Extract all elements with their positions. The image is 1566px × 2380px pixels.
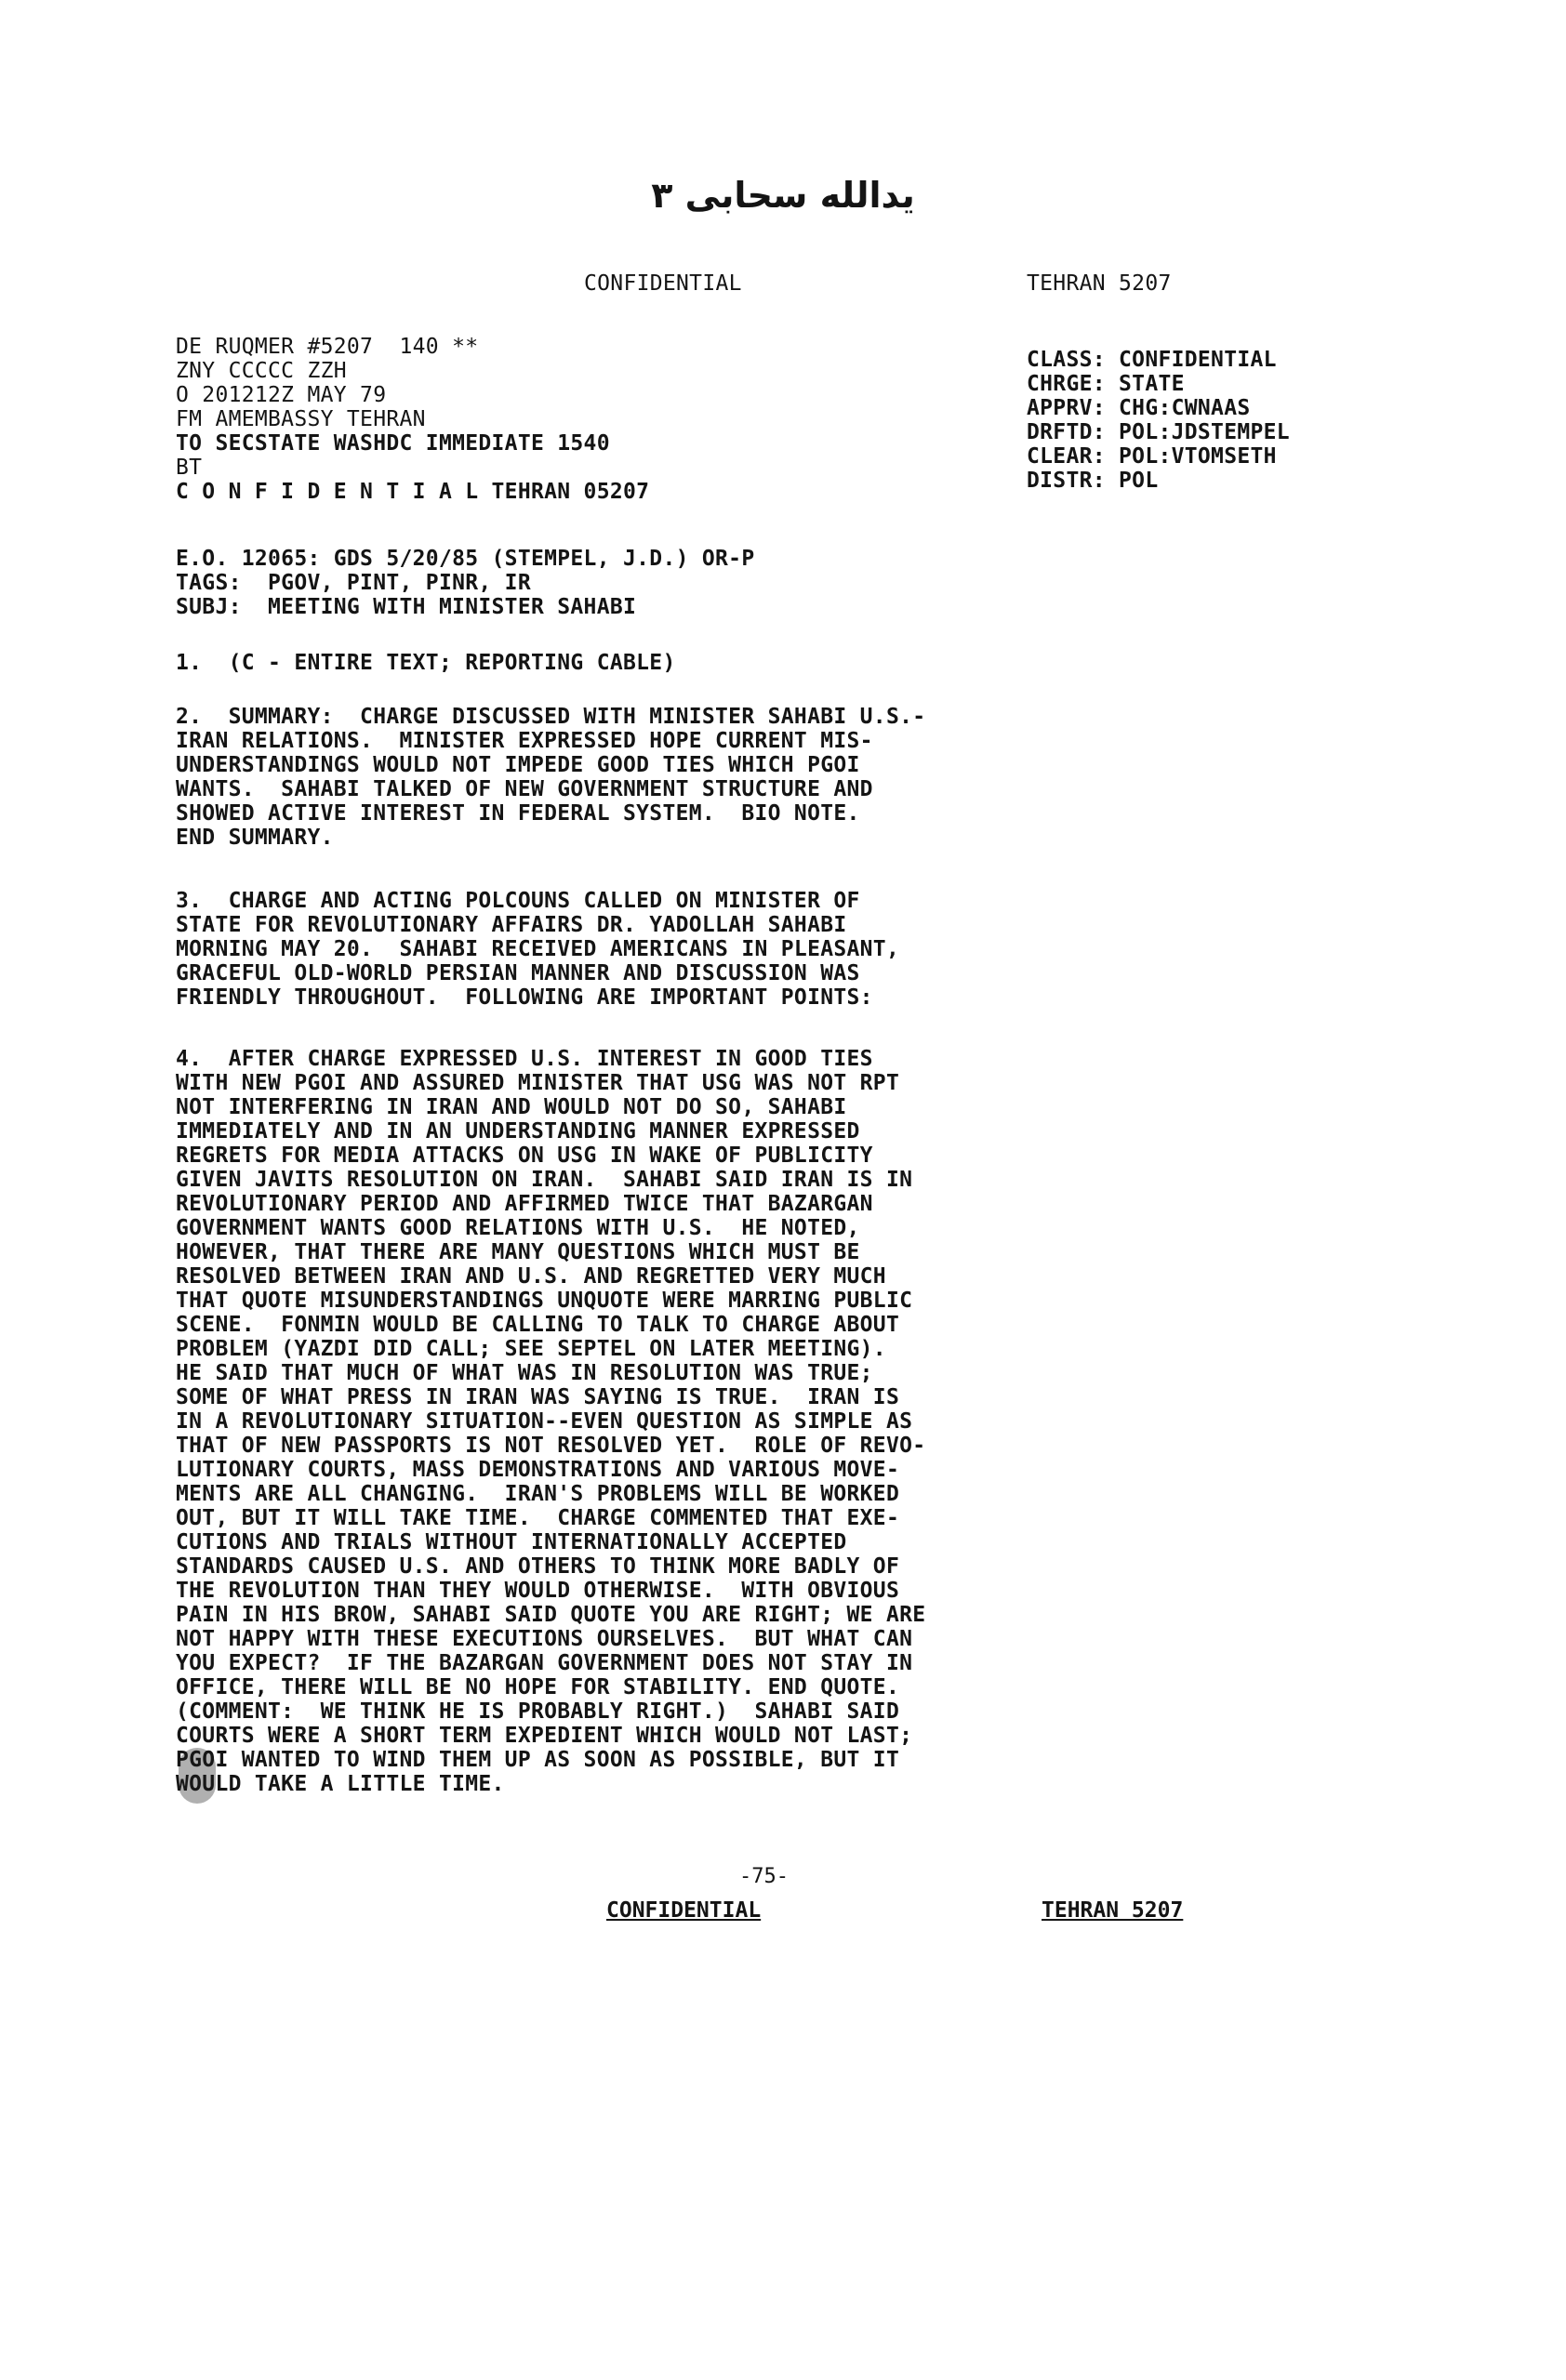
eo-line: E.O. 12065: GDS 5/20/85 (STEMPEL, J.D.) OR-P bbox=[176, 547, 755, 571]
distribution-field: DISTR: POL bbox=[1027, 469, 1159, 493]
routing-line: ZNY CCCCC ZZH bbox=[176, 359, 347, 383]
routing-line: O 201212Z MAY 79 bbox=[176, 383, 387, 407]
routing-line: TO SECSTATE WASHDC IMMEDIATE 1540 bbox=[176, 431, 610, 456]
approved-field: APPRV: CHG:CWNAAS bbox=[1027, 396, 1251, 420]
footer-classification: CONFIDENTIAL bbox=[606, 1898, 762, 1923]
footer-cable-ref: TEHRAN 5207 bbox=[1042, 1898, 1184, 1923]
paragraph-4: 4. AFTER CHARGE EXPRESSED U.S. INTEREST IN GOOD TIES WITH NEW PGOI AND ASSURED MINISTER THAT USG WAS NOT RPT NOT INTERFERING IN IRAN AND WOULD NOT DO SO, SAHABI IMMEDIATELY AND IN AN UNDERSTANDING MANNER EXPRESSED REGRETS FOR MEDIA ATTACKS ON USG IN WAKE OF PUBLICITY GIVEN JAVITS RESOLUTION ON IRAN. SAHABI SAID IRAN IS IN REVOLUTIONARY PERIOD AND AFFIRMED TWICE THAT BAZARGAN GOVERNMENT WANTS GOOD RELATIONS WITH U.S. HE NOTED, HOWEVER, THAT THERE ARE MANY QUESTIONS WHICH MUST BE RESOLVED BETWEEN IRAN AND U.S. AND REGRETTED VERY MUCH THAT QUOTE MISUNDERSTANDINGS UNQUOTE WERE MARRING PUBLIC SCENE. FONMIN WOULD BE CALLING TO TALK TO CHARGE ABOUT PROBLEM (YAZDI DID CALL; SEE SEPTEL ON LATER MEETING). HE SAID THAT MUCH OF WHAT WAS IN RESOLUTION WAS TRUE; SOME OF WHAT PRESS IN IRAN WAS SAYING IS TRUE. IRAN IS IN A REVOLUTIONARY SITUATION--EVEN QUESTION AS SIMPLE AS THAT OF NEW PASSPORTS IS NOT RESOLVED YET. ROLE OF REVO- LUTIONARY COURTS, MASS DEMONSTRATIONS AND VARIOUS MOVE- MENTS ARE ALL CHANGING. IRAN'S PROBLEMS WILL BE WORKED OUT, BUT IT WILL TAKE TIME. CHARGE COMMENTED THAT EXE- CUTIONS AND TRIALS WITHOUT INTERNATIONALLY ACCEPTED STANDARDS CAUSED U.S. AND OTHERS TO THINK MORE BADLY OF THE REVOLUTION THAN THEY WOULD OTHERWISE. WITH OBVIOUS PAIN IN HIS BROW, SAHABI SAID QUOTE YOU ARE RIGHT; WE ARE NOT HAPPY WITH THESE EXECUTIONS OURSELVES. BUT WHAT CAN YOU EXPECT? IF THE BAZARGAN GOVERNMENT DOES NOT STAY IN OFFICE, THERE WILL BE NO HOPE FOR STABILITY. END QUOTE. (COMMENT: WE THINK HE IS PROBABLY RIGHT.) SAHABI SAID COURTS WERE A SHORT TERM EXPEDIENT WHICH WOULD NOT LAST; PGOI WANTED TO WIND THEM UP AS SOON AS POSSIBLE, BUT IT WOULD TAKE A LITTLE TIME. bbox=[176, 1047, 926, 1796]
routing-line: DE RUQMER #5207 140 ** bbox=[176, 335, 479, 359]
paragraph-3: 3. CHARGE AND ACTING POLCOUNS CALLED ON MINISTER OF STATE FOR REVOLUTIONARY AFFAIRS DR. YADOLLAH SAHABI MORNING MAY 20. SAHABI RECEIVED AMERICANS IN PLEASANT, GRACEFUL OLD-WORLD PERSIAN MANNER AND DISCUSSION WAS FRIENDLY THROUGHOUT. FOLLOWING ARE IMPORTANT POINTS: bbox=[176, 889, 900, 1010]
class-field: CLASS: CONFIDENTIAL bbox=[1027, 348, 1277, 372]
header-classification: CONFIDENTIAL bbox=[584, 271, 742, 296]
routing-line: FM AMEMBASSY TEHRAN bbox=[176, 407, 426, 431]
paragraph-2-summary: 2. SUMMARY: CHARGE DISCUSSED WITH MINISTER SAHABI U.S.- IRAN RELATIONS. MINISTER EXPRESSED HOPE CURRENT MIS- UNDERSTANDINGS WOULD NOT IMPEDE GOOD TIES WHICH PGOI WANTS. SAHABI TALKED OF NEW GOVERNMENT STRUCTURE AND SHOWED ACTIVE INTEREST IN FEDERAL SYSTEM. BIO NOTE. END SUMMARY. bbox=[176, 705, 926, 850]
routing-line: C O N F I D E N T I A L TEHRAN 05207 bbox=[176, 480, 650, 504]
page-number: -75- bbox=[739, 1865, 789, 1888]
routing-line: BT bbox=[176, 456, 203, 480]
subject-line: SUBJ: MEETING WITH MINISTER SAHABI bbox=[176, 595, 637, 619]
ink-smudge bbox=[179, 1748, 216, 1804]
charge-field: CHRGE: STATE bbox=[1027, 372, 1185, 396]
persian-handwritten-header: یدالله سحابی ۳ bbox=[651, 175, 915, 216]
drafted-field: DRFTD: POL:JDSTEMPEL bbox=[1027, 420, 1290, 444]
tags-line: TAGS: PGOV, PINT, PINR, IR bbox=[176, 571, 531, 595]
cleared-field: CLEAR: POL:VTOMSETH bbox=[1027, 444, 1277, 469]
paragraph-1: 1. (C - ENTIRE TEXT; REPORTING CABLE) bbox=[176, 651, 676, 675]
header-cable-ref: TEHRAN 5207 bbox=[1027, 271, 1172, 296]
